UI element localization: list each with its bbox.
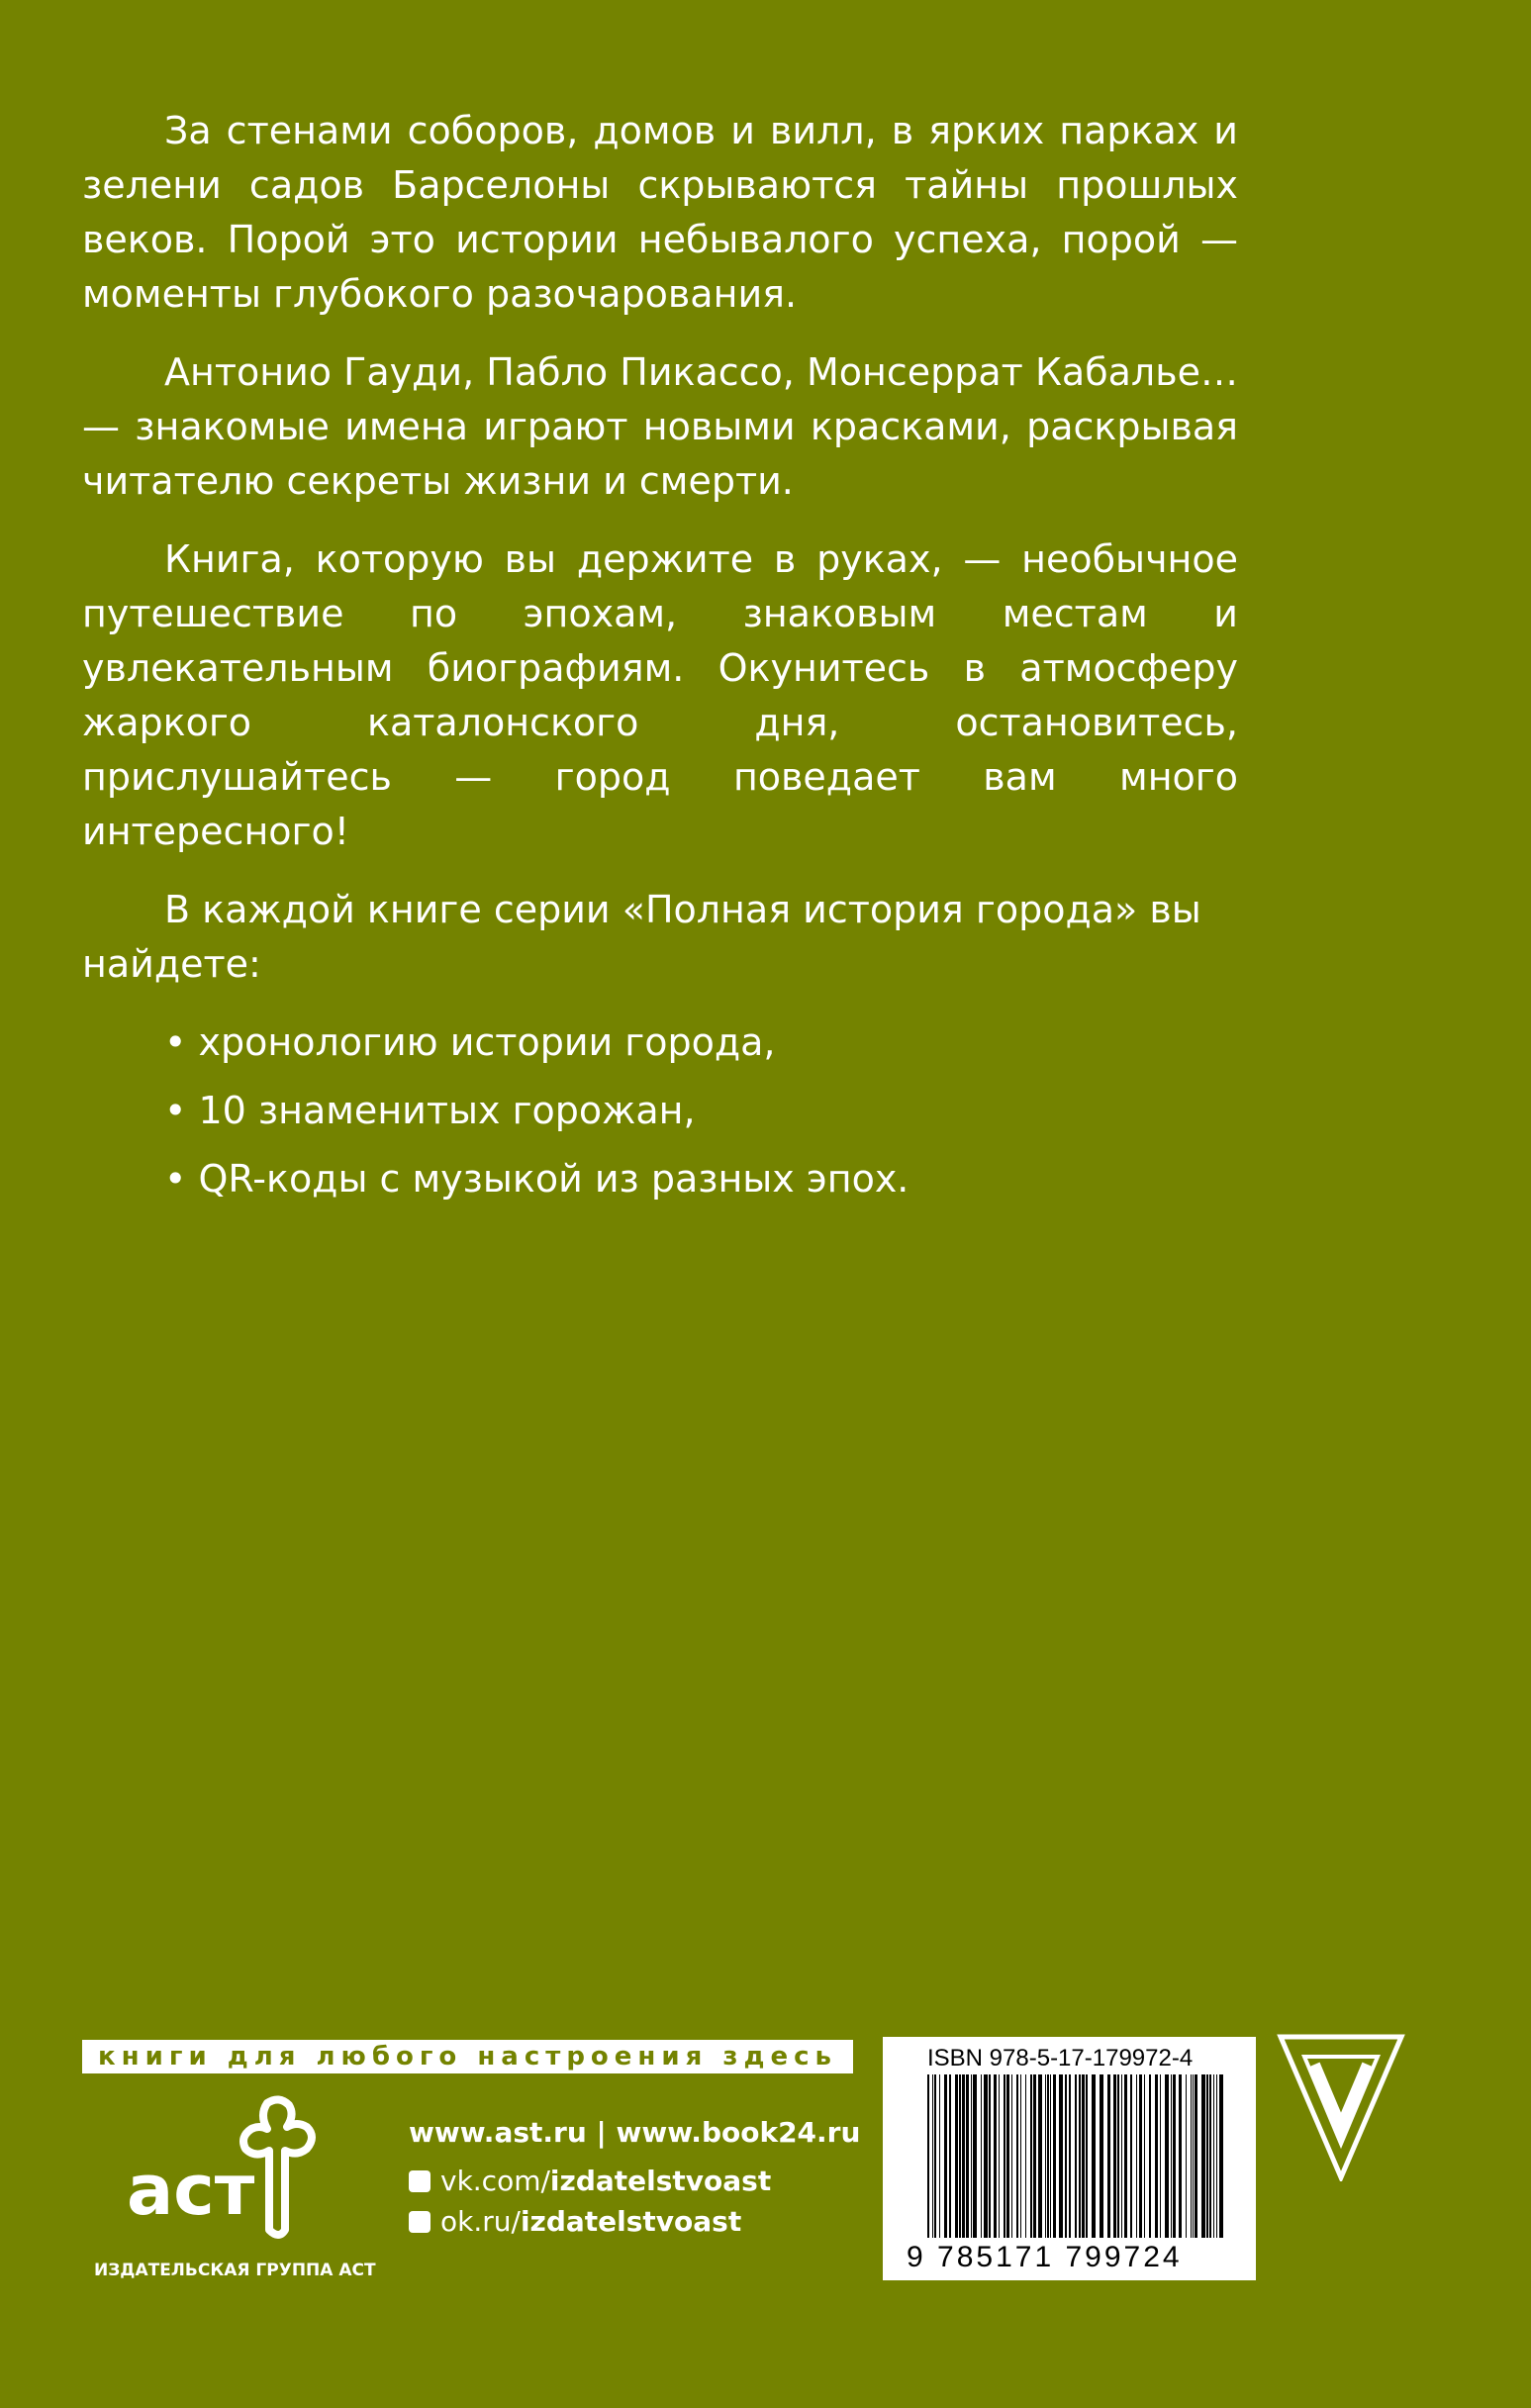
barcode-bar	[1213, 2074, 1214, 2238]
barcode-bar	[1165, 2074, 1169, 2238]
barcode-bar	[1075, 2074, 1077, 2238]
barcode-bar	[1139, 2074, 1142, 2238]
barcode-bar	[1206, 2074, 1208, 2238]
vk-handle: izdatelstvoast	[549, 2165, 772, 2197]
paragraph-3: Книга, которую вы держите в руках, — необычное путешествие по эпохам, знаковым местам и увлекательным биографиям. Окунитесь в атмосферу жаркого каталонского дня, остановитесь, прислушайтесь — город поведает вам много интересного!	[82, 537, 1238, 853]
barcode-bar	[1113, 2074, 1116, 2238]
barcode-bar	[1171, 2074, 1172, 2238]
vk-link[interactable]	[409, 2165, 860, 2197]
paragraph-2: Антонио Гауди, Пабло Пикассо, Монсеррат Кабалье… — знакомые имена играют новыми красками, раскрывая читателю секреты жизни и смерти.	[82, 350, 1238, 503]
barcode-bar	[1045, 2074, 1046, 2238]
barcode-bar	[1144, 2074, 1145, 2238]
barcode-bar	[994, 2074, 997, 2238]
barcode-bar	[1216, 2074, 1217, 2238]
barcode-bar	[1065, 2074, 1067, 2238]
ok-prefix: ok.ru/	[440, 2205, 521, 2238]
paragraph-1: За стенами соборов, домов и вилл, в ярких парках и зелени садов Барселоны скрываются тайны прошлых веков. Порой это истории небывалого успеха, порой — моменты глубокого разочарования.	[82, 109, 1238, 316]
barcode-bar	[959, 2074, 961, 2238]
feature-list	[82, 1015, 1238, 1206]
barcode-bar	[944, 2074, 947, 2238]
barcode-bar	[971, 2074, 972, 2238]
barcode-box	[883, 2037, 1256, 2280]
barcode-bar	[1130, 2074, 1132, 2238]
paragraph-4: В каждой книге серии «Полная история города» вы найдете:	[82, 888, 1201, 986]
barcode-bar	[1059, 2074, 1063, 2238]
slogan-bar: книги для любого настроения здесь	[82, 2040, 853, 2073]
barcode-bar	[1038, 2074, 1042, 2238]
barcode-bar	[1201, 2074, 1205, 2238]
barcode-bar	[932, 2074, 933, 2238]
ok-link[interactable]	[409, 2205, 860, 2238]
barcode-bar	[1086, 2074, 1088, 2238]
barcode-bar	[1100, 2074, 1103, 2238]
barcode-bar	[1053, 2074, 1056, 2238]
barcode-bar	[1179, 2074, 1182, 2238]
barcode-bar	[1011, 2074, 1012, 2238]
vk-icon	[409, 2170, 431, 2192]
barcode-bar	[1117, 2074, 1119, 2238]
barcode-bar	[1219, 2074, 1223, 2238]
barcode-bar	[1069, 2074, 1071, 2238]
barcode-bar	[955, 2074, 958, 2238]
barcode-bar	[1016, 2074, 1018, 2238]
barcode-digits: 9 785171 799724	[907, 2241, 1183, 2273]
barcode-bar	[1191, 2074, 1192, 2238]
list-item: • 10 знаменитых горожан,	[164, 1084, 1238, 1138]
list-item: • QR-коды с музыкой из разных эпох.	[164, 1152, 1238, 1206]
barcode-bar	[1124, 2074, 1127, 2238]
barcode-bar	[1079, 2074, 1081, 2238]
barcode-bar	[981, 2074, 982, 2238]
barcode-bar	[973, 2074, 977, 2238]
barcode-bar	[999, 2074, 1000, 2238]
publisher-links	[409, 2116, 860, 2246]
barcode-bar	[934, 2074, 936, 2238]
barcode-bar	[1050, 2074, 1051, 2238]
barcode-bar	[966, 2074, 969, 2238]
barcode-bar	[1030, 2074, 1032, 2238]
barcode-bar	[1082, 2074, 1085, 2238]
logo-mark: аст	[127, 2150, 255, 2231]
barcode-bar	[1155, 2074, 1158, 2238]
vk-prefix: vk.com/	[440, 2165, 550, 2197]
blurb-text	[82, 104, 1238, 1220]
barcode-bar	[1006, 2074, 1009, 2238]
barcode-bar	[1160, 2074, 1161, 2238]
ok-handle: izdatelstvoast	[520, 2205, 742, 2238]
barcode-bar	[1025, 2074, 1026, 2238]
barcode-bar	[939, 2074, 940, 2238]
barcode-bar	[1107, 2074, 1110, 2238]
barcode-bar	[1149, 2074, 1151, 2238]
barcode-bar	[1186, 2074, 1187, 2238]
barcode-bar	[1136, 2074, 1137, 2238]
barcode-bars	[927, 2074, 1224, 2243]
barcode-bar	[927, 2074, 929, 2238]
barcode-bar	[1193, 2074, 1194, 2238]
barcode-bar	[1173, 2074, 1176, 2238]
barcode-bar	[949, 2074, 951, 2238]
barcode-bar	[989, 2074, 991, 2238]
barcode-bar	[1209, 2074, 1211, 2238]
barcode-bar	[962, 2074, 965, 2238]
barcode-bar	[1047, 2074, 1049, 2238]
barcode-bar	[1195, 2074, 1197, 2238]
logo-caption: ИЗДАТЕЛЬСКАЯ ГРУППА АСТ	[94, 2261, 376, 2280]
barcode-bar	[1092, 2074, 1096, 2238]
barcode-bar	[1033, 2074, 1036, 2238]
barcode-bar	[984, 2074, 988, 2238]
list-item: • хронологию истории города,	[164, 1015, 1238, 1070]
websites[interactable]: www.ast.ru | www.book24.ru	[409, 2116, 861, 2149]
ast-logo	[119, 2093, 336, 2242]
barcode-bar	[1004, 2074, 1005, 2238]
publisher-v-logo	[1277, 2033, 1405, 2181]
barcode-bar	[1020, 2074, 1021, 2238]
ok-icon	[409, 2211, 431, 2233]
isbn-text: ISBN 978-5-17-179972-4	[927, 2045, 1194, 2071]
barcode-bar	[1121, 2074, 1122, 2238]
